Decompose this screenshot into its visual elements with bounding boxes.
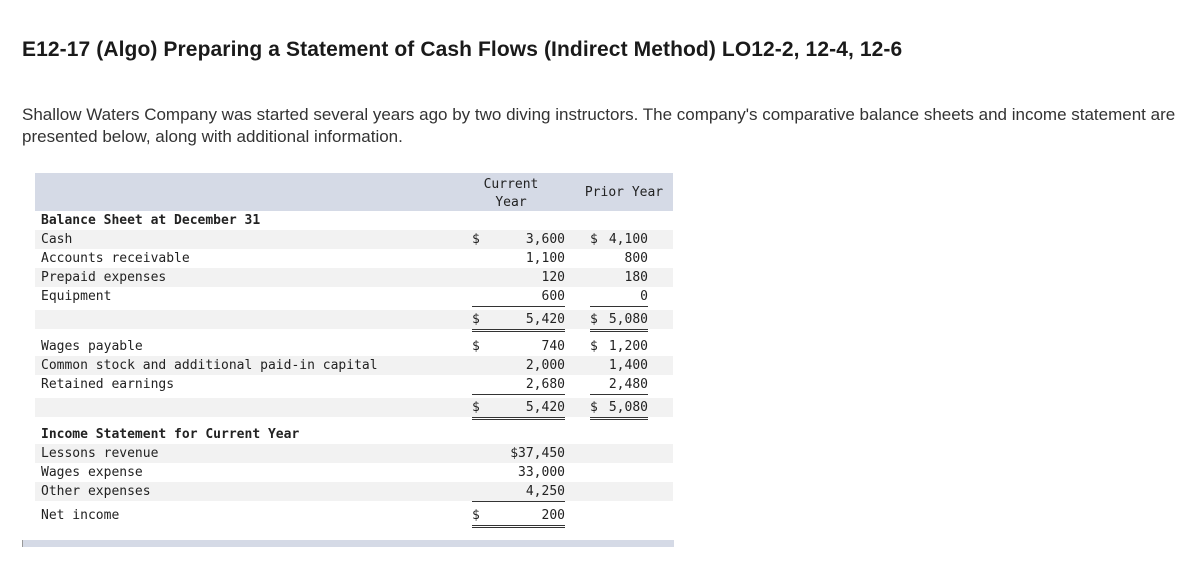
table-row <box>35 249 673 268</box>
value: 3,600 <box>525 232 565 247</box>
current-cell <box>472 375 565 395</box>
value: 5,420 <box>525 400 565 415</box>
prior-cell <box>590 337 648 356</box>
row-label: Prepaid expenses <box>41 270 167 285</box>
row-label: Common stock and additional paid-in capital <box>41 358 378 373</box>
value: 600 <box>541 289 565 304</box>
row-label: Accounts receivable <box>41 251 190 266</box>
income-statement-heading: Income Statement for Current Year <box>41 427 300 442</box>
dollar-sign: $ <box>472 312 480 327</box>
table-row <box>35 268 673 287</box>
current-cell <box>472 268 565 287</box>
current-cell <box>472 506 565 528</box>
value: 800 <box>624 251 648 266</box>
balance-sheet-heading: Balance Sheet at December 31 <box>41 213 261 228</box>
value: 1,200 <box>608 339 648 354</box>
value: 2,680 <box>525 377 565 392</box>
page-title: E12-17 (Algo) Preparing a Statement of Cash Flows (Indirect Method) LO12-2, 12-4, 12-6 <box>22 38 903 61</box>
prior-cell <box>590 356 648 375</box>
value: 33,000 <box>518 465 565 480</box>
dollar-sign: $ <box>472 508 480 523</box>
row-label: Equipment <box>41 289 112 304</box>
dollar-sign: $ <box>590 312 598 327</box>
table-row <box>35 211 673 230</box>
prior-cell <box>590 310 648 332</box>
value: 1,100 <box>525 251 565 266</box>
table-row <box>35 337 673 356</box>
value: 120 <box>541 270 565 285</box>
current-cell <box>472 356 565 375</box>
current-cell <box>472 398 565 420</box>
table-footer-bar <box>22 540 674 547</box>
value: 1,400 <box>608 358 648 373</box>
current-cell <box>472 463 565 482</box>
row-label: Lessons revenue <box>41 446 159 461</box>
prior-cell <box>590 287 648 307</box>
current-cell <box>472 482 565 502</box>
prior-cell <box>590 230 648 249</box>
table-row <box>35 463 673 482</box>
value: $37,450 <box>510 446 565 461</box>
table-row <box>35 287 673 306</box>
table-row <box>35 482 673 501</box>
value: 5,080 <box>608 400 648 415</box>
value: 180 <box>624 270 648 285</box>
dollar-sign: $ <box>472 400 480 415</box>
row-label: Cash <box>41 232 73 247</box>
current-cell <box>472 337 565 356</box>
table-row <box>35 310 673 329</box>
row-label: Net income <box>41 508 120 523</box>
row-label: Retained earnings <box>41 377 175 392</box>
dollar-sign: $ <box>590 339 598 354</box>
table-row <box>35 506 673 525</box>
col-prior-year-header: Prior Year <box>584 185 664 200</box>
dollar-sign: $ <box>590 232 598 247</box>
table-row <box>35 444 673 463</box>
table-row <box>35 425 673 444</box>
dollar-sign: $ <box>472 232 480 247</box>
value: 0 <box>640 289 648 304</box>
table-row <box>35 230 673 249</box>
table-row <box>35 375 673 394</box>
current-cell <box>472 310 565 332</box>
col-current-line1: Current <box>483 177 539 192</box>
dollar-sign: $ <box>590 400 598 415</box>
dollar-sign: $ <box>472 339 480 354</box>
prior-cell <box>590 249 648 268</box>
current-cell <box>472 249 565 268</box>
value: 200 <box>541 508 565 523</box>
value: 2,480 <box>608 377 648 392</box>
current-cell <box>472 287 565 307</box>
value: 4,100 <box>608 232 648 247</box>
value: 2,000 <box>525 358 565 373</box>
table-header <box>35 173 673 211</box>
prior-cell <box>590 268 648 287</box>
row-label: Wages expense <box>41 465 143 480</box>
col-current-year-header <box>459 176 563 212</box>
value: 740 <box>541 339 565 354</box>
current-cell <box>472 444 565 463</box>
value: 5,080 <box>608 312 648 327</box>
prior-cell <box>590 375 648 395</box>
row-label: Other expenses <box>41 484 151 499</box>
prior-cell <box>590 398 648 420</box>
current-cell <box>472 230 565 249</box>
value: 5,420 <box>525 312 565 327</box>
table-row <box>35 398 673 417</box>
value: 4,250 <box>525 484 565 499</box>
intro-paragraph: Shallow Waters Company was started several years ago by two diving instructors. The company's comparative balance sheets and income statement are presented below, along with additional information. <box>22 105 1176 146</box>
table-row <box>35 356 673 375</box>
col-current-line2: Year <box>495 195 527 210</box>
row-label: Wages payable <box>41 339 143 354</box>
